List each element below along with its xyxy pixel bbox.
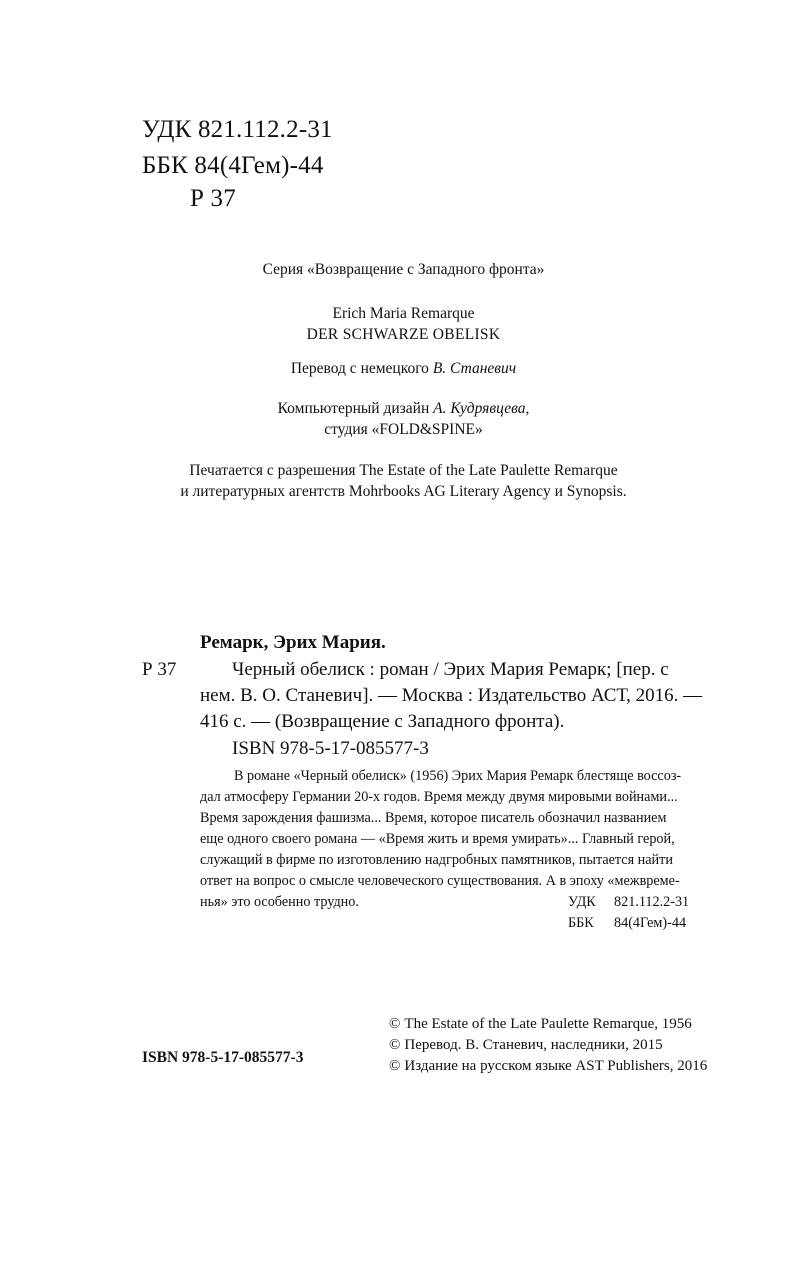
bbk-code: ББК 84(4Гем)-44: [142, 152, 324, 179]
card-heading: Ремарк, Эрих Мария.: [200, 632, 386, 653]
card-mark: Р 37: [142, 659, 177, 680]
translator-name: В. Станевич: [432, 360, 517, 377]
copyright-text-1: The Estate of the Late Paulette Remarque, 1956: [404, 1016, 692, 1032]
copyright-line-2: [389, 1035, 663, 1056]
annotation-line-2: дал атмосферу Германии 20-х годов. Время между двумя мировыми войнами...: [200, 789, 678, 805]
copyright-text-2: Перевод. В. Станевич, наследники, 2015: [404, 1037, 663, 1053]
udk-code: УДК 821.112.2-31: [142, 116, 333, 143]
copyright-line-3: [389, 1056, 707, 1077]
annotation-line-1: В романе «Черный обелиск» (1956) Эрих Мария Ремарк блестяще воссоз-: [234, 768, 682, 784]
annotation-line-4: еще одного своего романа — «Время жить и время умирать»... Главный герой,: [200, 831, 675, 847]
design-suffix: ,: [525, 400, 530, 417]
copyright-text-3: Издание на русском языке AST Publishers, 2016: [404, 1058, 708, 1074]
original-title: DER SCHWARZE OBELISK: [306, 326, 501, 343]
card-line-1: Черный обелиск : роман / Эрих Мария Ремарк; [пер. с: [232, 659, 669, 680]
permission-line-1: Печатается с разрешения The Estate of the Late Paulette Remarque: [189, 462, 618, 479]
card-udk-label: УДК: [568, 894, 596, 910]
annotation-line-5: служащий в фирме по изготовлению надгробных памятников, пытается найти: [200, 852, 673, 868]
card-line-3: 416 с. — (Возвращение с Западного фронта).: [200, 711, 565, 732]
card-bbk-value: 84(4Гем)-44: [614, 915, 687, 931]
original-author: Erich Maria Remarque: [332, 305, 475, 322]
translation-line: [0, 358, 807, 380]
copyright-line-1: [389, 1014, 692, 1035]
annotation-line-3: Время зарождения фашизма... Время, которое писатель обозначил названием: [200, 810, 667, 826]
translation-prefix: Перевод с немецкого: [290, 360, 433, 377]
design-line: [0, 398, 807, 420]
copyright-symbol: ©: [389, 1058, 401, 1074]
design-prefix: Компьютерный дизайн: [277, 400, 434, 417]
designer-name: А. Кудрявцева: [433, 400, 526, 417]
card-bbk-label: ББК: [568, 915, 594, 931]
annotation-line-7: нья» это особенно трудно.: [200, 894, 359, 910]
permission-line-2: и литературных агентств Mohrbooks AG Literary Agency и Synopsis.: [180, 483, 627, 500]
design-studio: студия «FOLD&SPINE»: [324, 421, 483, 438]
card-isbn: ISBN 978-5-17-085577-3: [232, 738, 429, 759]
series-line: Серия «Возвращение с Западного фронта»: [262, 261, 545, 278]
annotation-line-6: ответ на вопрос о смысле человеческого существования. А в эпоху «межвреме-: [200, 873, 680, 889]
copyright-symbol: ©: [389, 1016, 401, 1032]
author-mark: Р 37: [190, 185, 236, 212]
copyright-symbol: ©: [389, 1037, 401, 1053]
card-line-2: нем. В. О. Станевич]. — Москва : Издательство АСТ, 2016. —: [200, 685, 703, 706]
footer-isbn: ISBN 978-5-17-085577-3: [142, 1049, 304, 1066]
card-udk-value: 821.112.2-31: [614, 894, 690, 910]
